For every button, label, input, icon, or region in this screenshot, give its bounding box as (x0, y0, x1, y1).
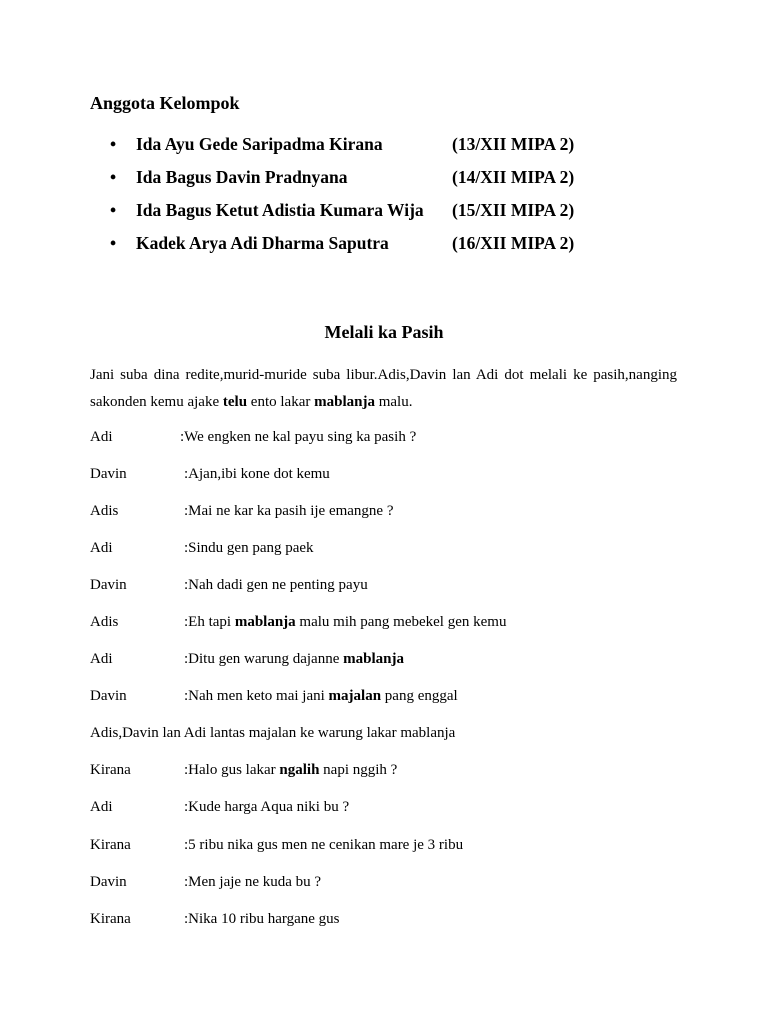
speaker-name: Adis (90, 503, 119, 519)
dialog-speech (184, 577, 368, 594)
intro-paragraph (90, 362, 677, 416)
speaker-name: Kirana (90, 837, 131, 853)
speech-text: malu mih pang mebekel gen kemu (295, 614, 507, 630)
speech-text: :Men jaje ne kuda bu ? (184, 874, 322, 890)
member-name: Ida Bagus Davin Pradnyana (136, 167, 348, 187)
member-name: Ida Ayu Gede Saripadma Kirana (136, 134, 383, 154)
speech-text: pang enggal (381, 688, 458, 704)
member-name: Ida Bagus Ketut Adistia Kumara Wija (136, 200, 424, 220)
dialog-speech (184, 466, 330, 483)
speaker-name: Davin (90, 577, 127, 593)
member-name: Kadek Arya Adi Dharma Saputra (136, 233, 389, 253)
speaker-name: Kirana (90, 762, 131, 778)
bullet-icon: • (110, 167, 117, 187)
speaker-name: Davin (90, 688, 127, 704)
dialog-speech (184, 837, 463, 854)
speech-text: :Eh tapi (184, 614, 235, 630)
intro-bold-text: mablanja (314, 394, 375, 410)
speech-bold-text: mablanja (343, 651, 404, 667)
speaker-name: Davin (90, 466, 127, 482)
dialog-speech (184, 651, 404, 668)
speaker-name: Adi (90, 429, 113, 445)
member-class: (15/XII MIPA 2) (452, 200, 575, 220)
story-title: Melali ka Pasih (324, 322, 444, 342)
dialog-speech (184, 688, 458, 705)
speech-text: :5 ribu nika gus men ne cenikan mare je 3 ribu (184, 837, 464, 853)
intro-text: Jani suba dina redite,murid-muride suba libur.Adis,Davin lan Adi dot melali ke pasih,nanging sakonden kemu ajake (90, 367, 677, 410)
speaker-name: Adi (90, 799, 113, 815)
speaker-name: Adi (90, 540, 113, 556)
speech-text: :Nah dadi gen ne penting payu (184, 577, 368, 593)
speaker-name: Adis (90, 614, 119, 630)
speech-bold-text: mablanja (234, 614, 296, 630)
member-class: (16/XII MIPA 2) (452, 233, 575, 253)
intro-text: malu. (374, 394, 413, 410)
narration-line: Adis,Davin lan Adi lantas majalan ke warung lakar mablanja (90, 725, 456, 741)
member-class: (14/XII MIPA 2) (452, 167, 575, 187)
speaker-name: Adi (90, 651, 113, 667)
speech-text: :Mai ne kar ka pasih ije emangne ? (184, 503, 394, 519)
speech-text: :Sindu gen pang paek (184, 540, 314, 556)
bullet-icon: • (110, 134, 117, 154)
speech-text: :We engken ne kal payu sing ka pasih ? (180, 429, 417, 445)
member-class: (13/XII MIPA 2) (452, 134, 575, 154)
speech-bold-text: ngalih (279, 762, 320, 778)
dialog-speech (184, 762, 397, 779)
speech-text: napi nggih ? (319, 762, 398, 778)
bullet-icon: • (110, 200, 117, 220)
speech-text: :Ajan,ibi kone dot kemu (184, 466, 330, 482)
bullet-icon: • (110, 233, 117, 253)
intro-bold-text: telu (222, 394, 248, 410)
dialog-speech (184, 503, 394, 520)
group-members-heading: Anggota Kelompok (90, 93, 240, 113)
speech-text: :Ditu gen warung dajanne (184, 651, 344, 667)
speaker-name: Davin (90, 874, 127, 890)
speech-text: :Kude harga Aqua niki bu ? (184, 799, 350, 815)
dialog-speech (184, 911, 340, 928)
speech-text: :Nah men keto mai jani (184, 688, 329, 704)
speaker-name: Kirana (90, 911, 131, 927)
speech-text: :Halo gus lakar (184, 762, 280, 778)
dialog-speech (180, 429, 416, 446)
dialog-speech (184, 874, 321, 891)
dialog-speech (184, 799, 349, 816)
dialog-speech (184, 614, 506, 631)
intro-text: ento lakar (247, 394, 315, 410)
speech-bold-text: majalan (328, 688, 382, 704)
speech-text: :Nika 10 ribu hargane gus (184, 911, 340, 927)
dialog-speech (184, 540, 314, 557)
